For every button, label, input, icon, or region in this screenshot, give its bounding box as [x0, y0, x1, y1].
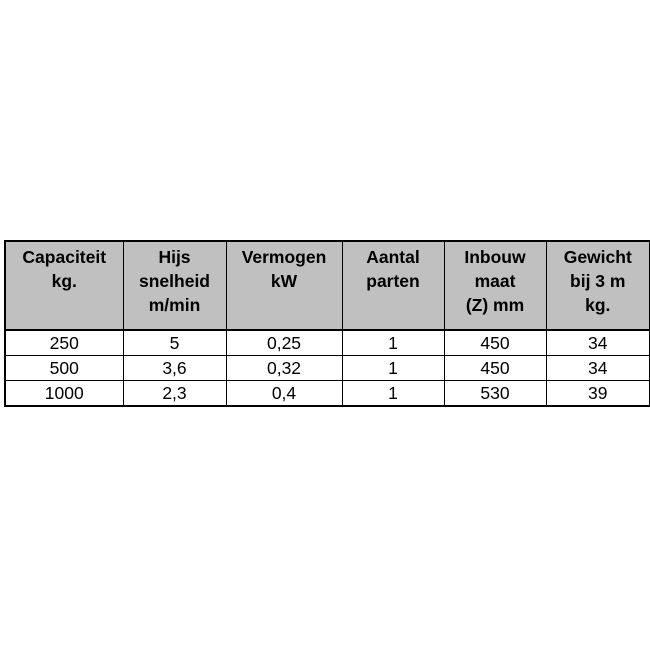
table-cell: 34: [546, 356, 650, 381]
table-cell: 1: [342, 381, 444, 407]
table-cell: 450: [444, 356, 546, 381]
table-cell: 0,25: [226, 330, 342, 356]
header-falls-line-2: parten: [366, 271, 420, 291]
table-cell: 34: [546, 330, 650, 356]
table-cell: 500: [5, 356, 123, 381]
header-hoist-speed-line-1: Hijs: [158, 247, 191, 267]
header-installation-size-line-3: (Z) mm: [465, 295, 525, 315]
table-cell: 2,3: [123, 381, 226, 407]
table-row: [5, 381, 650, 407]
header-hoist-speed-line-2: snelheid: [139, 271, 210, 291]
table-cell: 39: [546, 381, 650, 407]
table-cell: 0,4: [226, 381, 342, 407]
header-falls: [342, 241, 444, 330]
table-cell: 450: [444, 330, 546, 356]
table-cell: 5: [123, 330, 226, 356]
table-cell: 1: [342, 330, 444, 356]
header-hoist-speed: [123, 241, 226, 330]
header-weight-line-2: bij 3 m: [570, 271, 626, 291]
table-cell: 3,6: [123, 356, 226, 381]
header-capacity-line-2: kg.: [51, 271, 77, 291]
header-capacity: [5, 241, 123, 330]
header-installation-size: [444, 241, 546, 330]
header-installation-size-line-2: maat: [474, 271, 516, 291]
header-power-line-2: kW: [270, 271, 298, 291]
header-power-line-1: Vermogen: [241, 247, 327, 267]
table-cell: 0,32: [226, 356, 342, 381]
table-cell: 530: [444, 381, 546, 407]
table-cell: 250: [5, 330, 123, 356]
header-power: [226, 241, 342, 330]
table-row: [5, 330, 650, 356]
header-falls-line-1: Aantal: [366, 247, 420, 267]
header-capacity-line-1: Capaciteit: [22, 247, 107, 267]
table-cell: 1000: [5, 381, 123, 407]
header-weight: [546, 241, 650, 330]
header-hoist-speed-line-3: m/min: [148, 295, 201, 315]
header-installation-size-line-1: Inbouw: [464, 247, 526, 267]
header-row: [5, 241, 650, 330]
header-weight-line-1: Gewicht: [563, 247, 632, 267]
header-weight-line-3: kg.: [585, 295, 611, 315]
table-row: [5, 356, 650, 381]
spec-table: [4, 240, 650, 407]
table-cell: 1: [342, 356, 444, 381]
